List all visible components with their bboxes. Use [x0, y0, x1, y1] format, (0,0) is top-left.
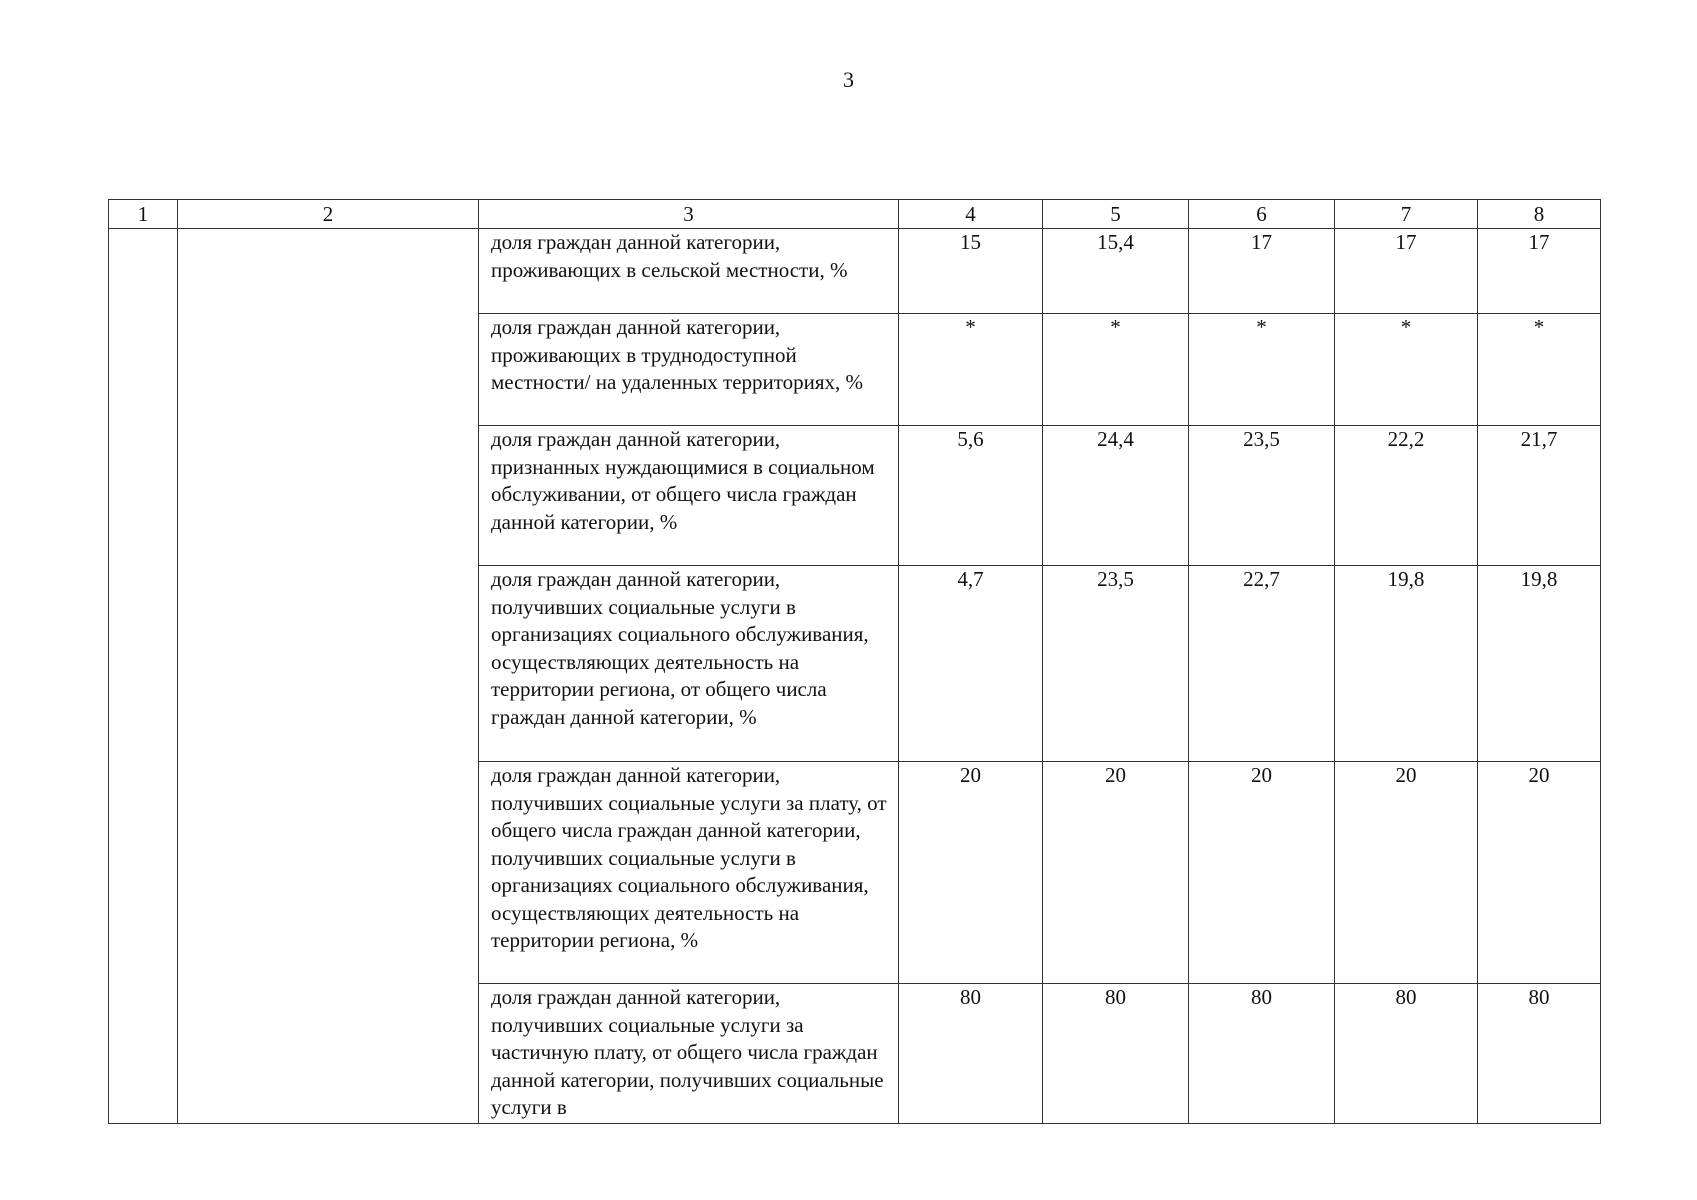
- indicator-value: 20: [1478, 762, 1601, 984]
- indicator-value: 23,5: [1043, 566, 1189, 762]
- indicator-description: доля граждан данной категории, проживающих в труднодоступной местности/ на удаленных территориях, %: [479, 314, 899, 426]
- column-header-7: 7: [1335, 200, 1478, 229]
- column-header-5: 5: [1043, 200, 1189, 229]
- indicator-description: доля граждан данной категории, признанных нуждающимися в социальном обслуживании, от общего числа граждан данной категории, %: [479, 426, 899, 566]
- indicator-value: 23,5: [1189, 426, 1335, 566]
- indicator-value: 15,4: [1043, 229, 1189, 314]
- indicator-value: 80: [1189, 984, 1335, 1124]
- indicator-value: *: [1478, 314, 1601, 426]
- indicator-value: 20: [1043, 762, 1189, 984]
- indicator-value: 21,7: [1478, 426, 1601, 566]
- indicator-value: 17: [1478, 229, 1601, 314]
- indicator-description: доля граждан данной категории, получивших социальные услуги в организациях социального обслуживания, осуществляющих деятельность на территории региона, от общего числа граждан данной категории, %: [479, 566, 899, 762]
- indicator-value: 19,8: [1478, 566, 1601, 762]
- indicator-description: доля граждан данной категории, получивших социальные услуги за частичную плату, от общего числа граждан данной категории, получивших социальные услуги в: [479, 984, 899, 1124]
- indicators-table: [108, 199, 1601, 1124]
- column-header-4: 4: [899, 200, 1043, 229]
- indicator-value: *: [1335, 314, 1478, 426]
- indicator-value: 17: [1335, 229, 1478, 314]
- indicator-description: доля граждан данной категории, получивших социальные услуги за плату, от общего числа граждан данной категории, получивших социальные услуги в организациях социального обслуживания, осуществляющих деятельность на территории региона, %: [479, 762, 899, 984]
- indicator-value: *: [1189, 314, 1335, 426]
- indicator-value: 20: [899, 762, 1043, 984]
- column-header-2: 2: [178, 200, 479, 229]
- column-header-6: 6: [1189, 200, 1335, 229]
- indicator-value: 20: [1189, 762, 1335, 984]
- column-header-8: 8: [1478, 200, 1601, 229]
- column-number-header-row: [109, 200, 1601, 229]
- indicator-value: 19,8: [1335, 566, 1478, 762]
- indicator-value: 5,6: [899, 426, 1043, 566]
- indicator-value: *: [1043, 314, 1189, 426]
- indicator-value: *: [899, 314, 1043, 426]
- indicator-value: 22,7: [1189, 566, 1335, 762]
- indicator-value: 80: [1043, 984, 1189, 1124]
- indicator-value: 17: [1189, 229, 1335, 314]
- indicator-value: 4,7: [899, 566, 1043, 762]
- indicator-value: 22,2: [1335, 426, 1478, 566]
- indicator-value: 80: [1478, 984, 1601, 1124]
- indicator-value: 80: [1335, 984, 1478, 1124]
- indicator-description: доля граждан данной категории, проживающих в сельской местности, %: [479, 229, 899, 314]
- column-header-3: 3: [479, 200, 899, 229]
- col1-empty-cell: [109, 229, 178, 1124]
- indicator-value: 15: [899, 229, 1043, 314]
- col2-empty-cell: [178, 229, 479, 1124]
- table-row: [109, 229, 1601, 314]
- indicator-value: 20: [1335, 762, 1478, 984]
- indicator-value: 80: [899, 984, 1043, 1124]
- page-number: 3: [843, 67, 854, 92]
- column-header-1: 1: [109, 200, 178, 229]
- indicator-value: 24,4: [1043, 426, 1189, 566]
